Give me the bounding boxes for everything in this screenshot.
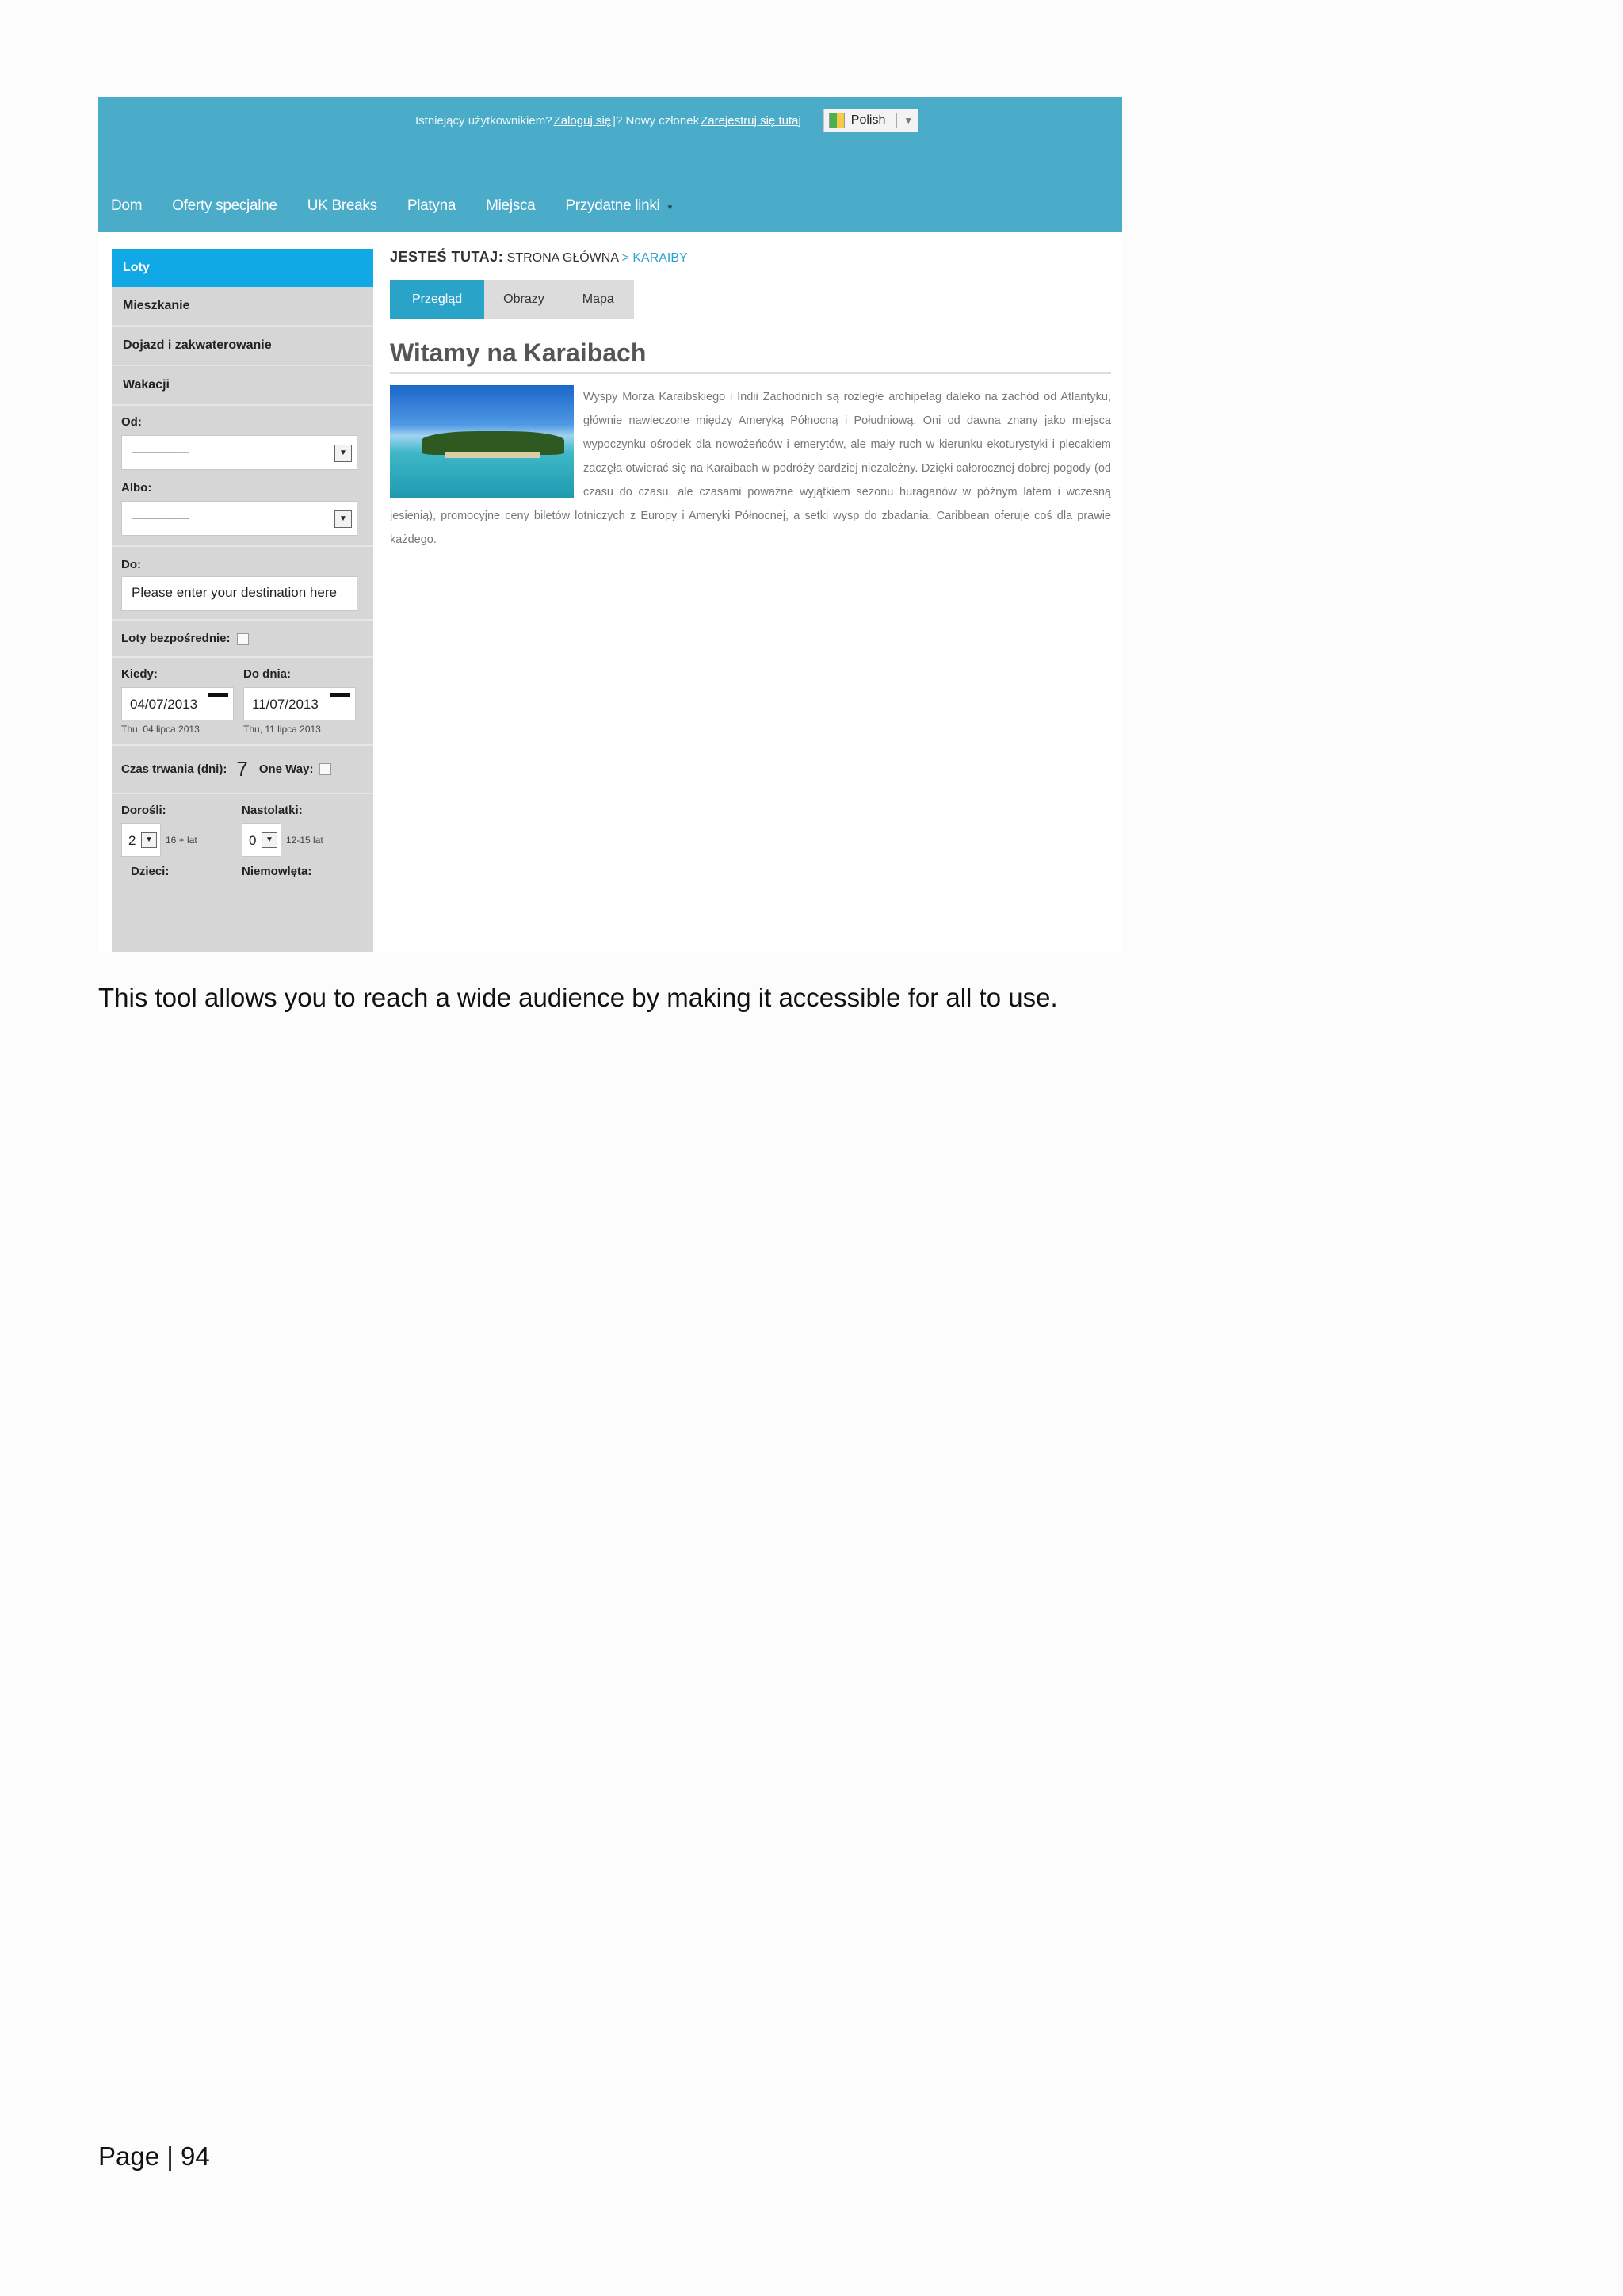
intro-text: Wyspy Morza Karaibskiego i Indii Zachodnich są rozległe archipelag daleko na zachód od Atlantyku, głównie nawleczone między Ameryką Północną i Południową. Oni od dawna znany jako miejsca wypoczynku ośrodek dla nowożeńców i emerytów, ale mały ruch w kierunku ekoturystyki i plecakiem zaczęła otwierać się na Karaibach w podróży bardziej niezależny. Dzięki całorocznej dobrej pogody (od czasu do czasu, ale czasami poważne wyjątkiem sezonu huraganów w późnym latem i wczesną jesienią), promocyjne ceny biletów lotniczych z Europy i Ameryki Północnej, a setki wysp do zbadania, Caribbean oferuje coś dla prawie każdego. <box>390 391 1111 546</box>
sidebar-item-loty[interactable]: Loty <box>112 249 373 287</box>
from-label: Od: <box>121 415 142 429</box>
adults-note: 16 + lat <box>166 835 197 846</box>
nav-item-oferty[interactable]: Oferty specjalne <box>172 197 277 214</box>
when-value: 04/07/2013 <box>130 697 198 712</box>
translate-icon <box>829 113 845 128</box>
register-link[interactable]: Zarejestruj się tutaj <box>701 113 801 128</box>
children-label: Dzieci: <box>131 865 170 878</box>
user-bar <box>415 109 918 132</box>
direct-flights-label: Loty bezpośrednie: <box>121 632 231 645</box>
teens-group <box>242 804 323 857</box>
infants-label: Niemowlęta: <box>242 865 312 878</box>
login-link[interactable]: Zaloguj się <box>553 113 612 128</box>
calendar-icon[interactable] <box>208 693 228 702</box>
when-group <box>121 667 234 735</box>
nav-item-uk-breaks[interactable]: UK Breaks <box>307 197 377 214</box>
when-date-input[interactable] <box>121 687 234 720</box>
teens-note: 12-15 lat <box>286 835 323 846</box>
date-row <box>112 667 373 735</box>
teens-value: 0 <box>249 833 257 848</box>
when-note: Thu, 04 lipca 2013 <box>121 724 200 735</box>
breadcrumb-sep: > <box>621 251 629 265</box>
until-group <box>243 667 356 735</box>
oneway-checkbox[interactable] <box>319 763 331 775</box>
nav-item-label: Przydatne linki <box>565 197 660 214</box>
from-value: ------------------------ <box>132 446 189 457</box>
nav-item-platyna[interactable]: Platyna <box>407 197 456 214</box>
main-content <box>390 249 1111 552</box>
or-value: ------------------------ <box>132 512 189 523</box>
until-note: Thu, 11 lipca 2013 <box>243 724 321 735</box>
nav-item-dom[interactable]: Dom <box>111 197 143 214</box>
page-title: Witamy na Karaibach <box>390 338 1111 374</box>
until-date-input[interactable] <box>243 687 356 720</box>
or-select[interactable] <box>121 501 357 536</box>
chevron-down-icon: ▼ <box>262 832 277 848</box>
from-select[interactable] <box>121 435 357 470</box>
adults-control <box>121 823 242 857</box>
calendar-icon[interactable] <box>330 693 350 702</box>
adults-select[interactable] <box>121 823 161 857</box>
when-label: Kiedy: <box>121 667 158 681</box>
beach-photo <box>390 385 574 498</box>
adults-value: 2 <box>128 833 136 848</box>
language-selector[interactable] <box>823 109 918 132</box>
duration-row <box>112 757 373 781</box>
nav-item-przydatne[interactable] <box>550 197 689 215</box>
duration-value: 7 <box>236 757 248 781</box>
adults-group <box>121 804 242 857</box>
language-value: Polish <box>850 113 886 127</box>
teens-label: Nastolatki: <box>242 804 303 817</box>
nav-item-miejsca[interactable]: Miejsca <box>486 197 536 214</box>
website-screenshot <box>98 97 1122 952</box>
main-nav <box>98 193 689 220</box>
tab-przeglad[interactable]: Przegląd <box>390 280 484 319</box>
tab-mapa[interactable]: Mapa <box>582 292 614 306</box>
adults-label: Dorośli: <box>121 804 166 817</box>
sidebar-item-dojazd[interactable]: Dojazd i zakwaterowanie <box>112 327 373 366</box>
new-member-text: |? Nowy członek <box>613 113 700 128</box>
teens-control <box>242 823 323 857</box>
until-label: Do dnia: <box>243 667 291 681</box>
direct-flights-row <box>112 632 373 645</box>
divider <box>896 113 897 128</box>
breadcrumb-home[interactable]: STRONA GŁÓWNA <box>506 251 619 265</box>
passengers-row-2 <box>112 865 373 878</box>
content-tabs <box>390 280 634 319</box>
site-header <box>98 97 1122 232</box>
or-label: Albo: <box>121 481 152 495</box>
document-caption: This tool allows you to reach a wide audience by making it accessible for all to use. <box>98 983 1058 1012</box>
breadcrumb <box>390 249 1111 266</box>
search-sidebar <box>112 249 373 952</box>
chevron-down-icon: ▼ <box>334 445 352 462</box>
chevron-down-icon: ▼ <box>334 510 352 528</box>
destination-input[interactable]: Please enter your destination here <box>121 576 357 611</box>
direct-flights-checkbox[interactable] <box>237 633 249 645</box>
tab-obrazy[interactable]: Obrazy <box>503 292 544 306</box>
to-label: Do: <box>121 558 141 571</box>
intro-block <box>390 385 1111 552</box>
until-value: 11/07/2013 <box>252 697 319 712</box>
sidebar-item-mieszkanie[interactable]: Mieszkanie <box>112 287 373 327</box>
chevron-down-icon: ▼ <box>141 832 157 848</box>
sidebar-item-wakacji[interactable]: Wakacji <box>112 366 373 406</box>
page-footer: Page | 94 <box>98 2141 210 2171</box>
breadcrumb-lead: JESTEŚ TUTAJ: <box>390 249 504 265</box>
breadcrumb-current: KARAIBY <box>632 251 688 265</box>
duration-label: Czas trwania (dni): <box>121 762 227 776</box>
user-prompt: Istniejący użytkownikiem? <box>415 113 552 128</box>
passengers-row <box>112 804 373 857</box>
huts-shape <box>445 452 540 458</box>
teens-select[interactable] <box>242 823 281 857</box>
oneway-label: One Way: <box>258 762 314 776</box>
chevron-down-icon: ▼ <box>903 115 914 126</box>
caret-down-icon: ▼ <box>666 204 674 212</box>
